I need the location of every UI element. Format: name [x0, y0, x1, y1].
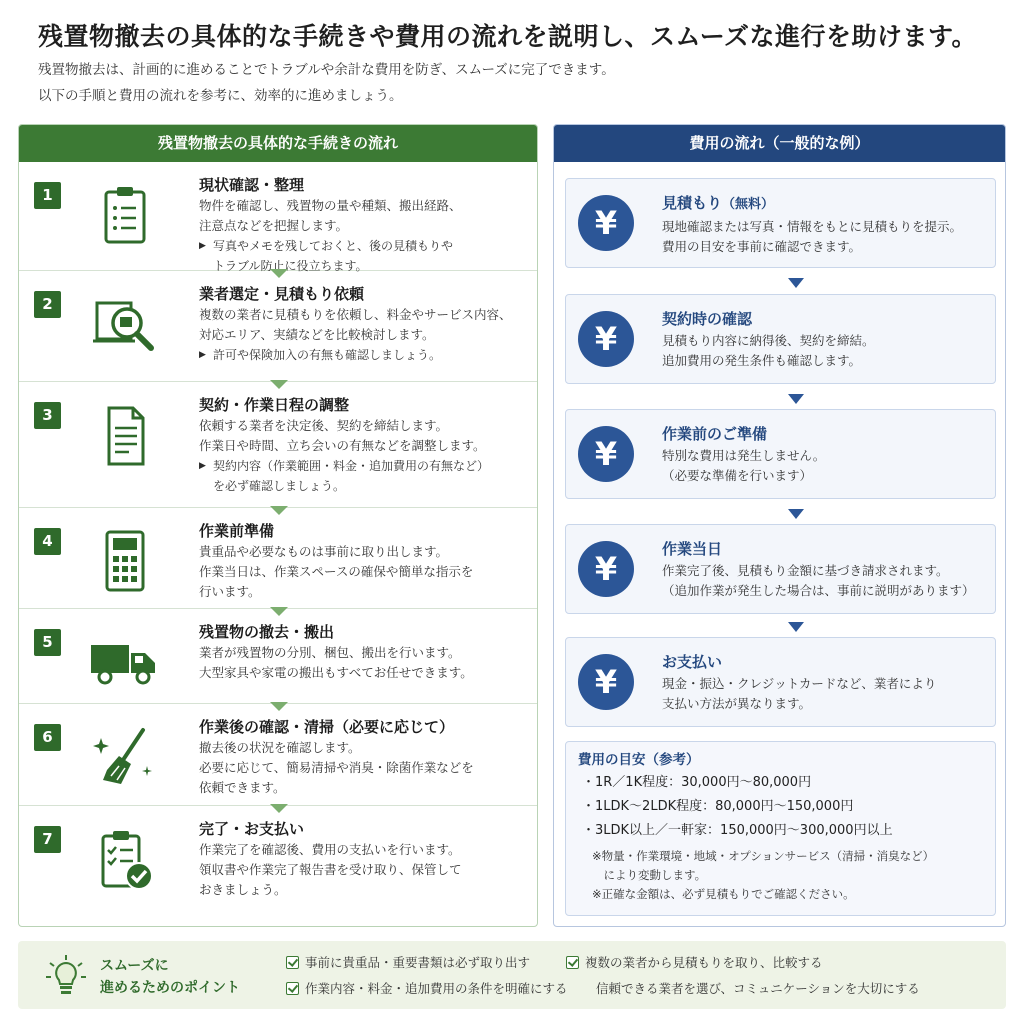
tips-title: スムーズに 進めるためのポイント	[100, 958, 240, 996]
cost-guide-item: ・1LDK〜2LDK程度：80,000円〜150,000円	[582, 799, 854, 814]
tip-item: 事前に貴重品・重要書類は必ず取り出す	[286, 953, 530, 973]
step-2	[19, 271, 537, 382]
step-number: 6	[34, 724, 61, 751]
procedure-steps	[19, 162, 537, 926]
step-note: ▶ 写真やメモを残しておくと、後の見積もりや トラブル防止に役立ちます。	[199, 236, 538, 276]
document-icon	[91, 404, 159, 468]
step-description: 業者が残置物の分別、梱包、搬出を行います。 大型家具や家電の搬出もすべてお任せできます。	[199, 645, 473, 680]
page-header	[38, 18, 998, 108]
cost-arrow	[788, 278, 804, 288]
step-6	[19, 704, 537, 806]
cost-title: お支払い	[662, 653, 723, 671]
cost-title: 作業前のご準備	[662, 425, 768, 443]
cost-title: 契約時の確認	[662, 310, 753, 328]
step-arrow	[270, 702, 288, 711]
step-description: 貴重品や必要なものは事前に取り出します。 作業当日は、作業スペースの確保や簡単な指示を 行います。	[199, 544, 474, 599]
step-note: ▶ 契約内容（作業範囲・料金・追加費用の有無など） を必ず確認しましょう。	[199, 456, 538, 496]
cost-guide-note: ※正確な金額は、必ず見積もりでご確認ください。	[592, 887, 855, 901]
step-arrow	[270, 380, 288, 389]
truck-icon	[91, 631, 159, 695]
step-arrow	[270, 804, 288, 813]
cost-arrow	[788, 394, 804, 404]
cost-title: 見積もり（無料）	[662, 194, 775, 212]
step-number: 2	[34, 291, 61, 318]
step-number: 7	[34, 826, 61, 853]
step-number: 3	[34, 402, 61, 429]
cost-title: 作業当日	[662, 540, 723, 558]
cost-guide-title: 費用の目安（参考）	[578, 752, 700, 768]
yen-icon: ¥	[578, 654, 634, 710]
cost-description: 現地確認または写真・情報をもとに見積もりを提示。 費用の目安を事前に確認できます。	[662, 219, 963, 254]
cost-description: 見積もり内容に納得後、契約を締結。 追加費用の発生条件も確認します。	[662, 333, 875, 368]
step-title: 契約・作業日程の調整	[199, 396, 350, 414]
yen-icon: ¥	[578, 311, 634, 367]
step-arrow	[270, 506, 288, 515]
step-number: 4	[34, 528, 61, 555]
yen-icon: ¥	[578, 426, 634, 482]
step-arrow	[270, 269, 288, 278]
intro-line-2: 以下の手順と費用の流れを参考に、効率的に進めましょう。	[38, 88, 403, 104]
tip-item: 複数の業者から見積もりを取り、比較する	[566, 953, 823, 973]
cost-step-4	[565, 524, 996, 614]
cost-description: 作業完了後、見積もり金額に基づき請求されます。 （追加作業が発生した場合は、事前に説明があります）	[662, 563, 975, 598]
page-title: 残置物撤去の具体的な手続きや費用の流れを説明し、スムーズな進行を助けます。	[38, 22, 978, 51]
yen-icon: ¥	[578, 541, 634, 597]
cost-arrow	[788, 622, 804, 632]
step-number: 5	[34, 629, 61, 656]
cost-guide-item: ・1R／1K程度：30,000円〜80,000円	[582, 775, 812, 790]
step-1	[19, 162, 537, 271]
cost-description: 特別な費用は発生しません。 （必要な準備を行います）	[662, 448, 826, 483]
broom-icon	[91, 726, 159, 790]
step-title: 完了・お支払い	[199, 820, 305, 838]
step-title: 作業後の確認・清掃（必要に応じて）	[199, 718, 455, 736]
cost-arrow	[788, 509, 804, 519]
checklist-icon	[91, 828, 159, 892]
step-description: 撤去後の状況を確認します。 必要に応じて、簡易清掃や消臭・除菌作業などを 依頼できます。	[199, 740, 474, 795]
step-note: ▶ 許可や保険加入の有無も確認しましょう。	[199, 345, 538, 365]
cost-guide-item: ・3LDK以上／一軒家：150,000円〜300,000円以上	[582, 823, 893, 838]
step-description: 物件を確認し、残置物の量や種類、搬出経路、 注意点などを把握します。	[199, 198, 462, 233]
cost-panel	[553, 124, 1006, 927]
step-title: 作業前準備	[199, 522, 275, 540]
step-title: 業者選定・見積もり依頼	[199, 285, 365, 303]
magnifier-icon	[91, 293, 159, 357]
step-4	[19, 508, 537, 609]
checkbox-icon	[286, 982, 299, 995]
step-title: 残置物の撤去・搬出	[199, 623, 335, 641]
step-number: 1	[34, 182, 61, 209]
step-description: 依頼する業者を決定後、契約を締結します。 作業日や時間、立ち会いの有無などを調整します。	[199, 418, 486, 453]
cost-step-5	[565, 637, 996, 727]
step-5	[19, 609, 537, 704]
cost-guide-note: ※物量・作業環境・地域・オプションサービス（清掃・消臭など） により変動します。	[592, 849, 935, 882]
intro-line-1: 残置物撤去は、計画的に進めることでトラブルや余計な費用を防ぎ、スムーズに完了できます。	[38, 62, 615, 78]
lightbulb-icon	[44, 953, 88, 997]
cost-step-2	[565, 294, 996, 384]
tip-item: 信頼できる業者を選び、コミュニケーションを大切にする	[596, 981, 920, 996]
tip-item: 作業内容・料金・追加費用の条件を明確にする	[286, 979, 568, 999]
step-3	[19, 382, 537, 508]
checkbox-icon	[286, 956, 299, 969]
step-description: 複数の業者に見積もりを依頼し、料金やサービス内容、 対応エリア、実績などを比較検討します。	[199, 307, 512, 342]
tips-bar	[18, 941, 1006, 1009]
step-7	[19, 806, 537, 926]
yen-icon: ¥	[578, 195, 634, 251]
step-title: 現状確認・整理	[199, 176, 305, 194]
cost-step-1	[565, 178, 996, 268]
checkbox-icon	[566, 956, 579, 969]
cost-description: 現金・振込・クレジットカードなど、業者により 支払い方法が異なります。	[662, 676, 937, 711]
step-description: 作業完了を確認後、費用の支払いを行います。 領収書や作業完了報告書を受け取り、保管して おきましょう。	[199, 842, 462, 897]
step-arrow	[270, 607, 288, 616]
cost-heading: 費用の流れ（一般的な例）	[554, 125, 1005, 162]
cost-guide	[565, 741, 996, 916]
procedure-heading: 残置物撤去の具体的な手続きの流れ	[19, 125, 537, 162]
clipboard-icon	[91, 184, 159, 248]
cost-step-3	[565, 409, 996, 499]
procedure-panel	[18, 124, 538, 927]
calculator-icon	[91, 530, 159, 594]
